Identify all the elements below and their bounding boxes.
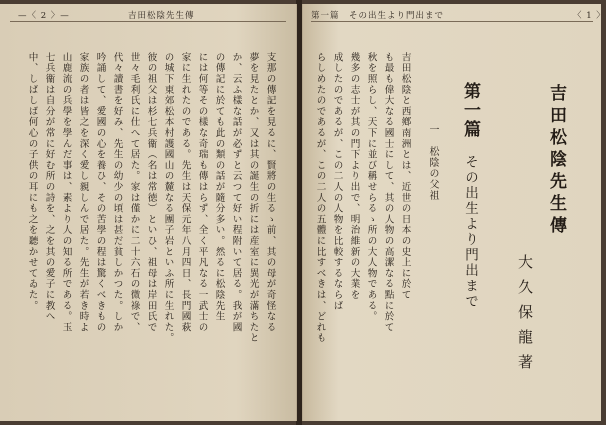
chapter-number: 第一篇 <box>460 82 480 139</box>
section-heading <box>427 124 437 224</box>
chapter-title: その出生より門出まで <box>462 154 478 310</box>
right-text-line: 成したのであるが、この二人の人物を比較するならば <box>331 52 343 312</box>
right-text-line: らしめたのであるが、この二人の五體に比すべきは、どれも <box>314 52 326 344</box>
book-title: 吉田松陰先生傳 <box>546 84 566 238</box>
right-text-line: 吉田松陰と西鄕南洲とは、近世の日本の史上に於て <box>399 52 411 301</box>
left-text-line: か、云ふ樣な話が必ずと云つて好い程附いて居る。我が國 <box>230 52 242 333</box>
left-page-number: —〈 2 〉— <box>18 11 70 21</box>
left-text-line: には何等その樣な奇瑞も傳はらず、全く平凡なる一武士の <box>196 52 208 333</box>
left-text-line: 山鹿流の兵學を學んだ事は、素より人の知る所である。玉 <box>60 52 72 333</box>
left-text-line: 彼の祖父は杉七兵衞（名は常徳）といひ、祖母は岸田氏で <box>145 52 157 333</box>
right-text-line: 秋を照らし、天下に並び稱せらるゝ所の大人物である。 <box>365 52 377 322</box>
left-text-line: 中、しばしば何心の子供の耳にも之を聽かせてゐた。 <box>26 52 38 312</box>
left-text-line: 支那の傳記を見るに、賢將の生るゝ前、其の母が奇怪なる <box>264 52 276 333</box>
right-header-rule <box>311 21 593 22</box>
left-page <box>0 4 297 421</box>
right-page <box>302 4 606 421</box>
left-text-line: の城下東郊松本村護國山の麓なる團子岩といふ所に生れた。 <box>162 52 174 344</box>
left-header-rule <box>10 21 286 22</box>
section-title: 松陰の父祖 <box>427 146 438 201</box>
left-text-line: の傳記に於ても此の類の話が隨分多い。然るに松陰先生 <box>213 52 225 322</box>
left-text-line: 家に生れたのである。先生は天保元年八月四日、長門國萩 <box>179 52 191 333</box>
right-text-line: 幾多の志士が其の門下より出で、明治維新の大業を <box>348 52 360 301</box>
left-text-line: 家族の者は皆之を深く愛し親しんで居た。先生が若き時よ <box>77 52 89 333</box>
left-text-line: 七兵衞は自分が常に好む所の詩を、之を其の愛子に教へ <box>43 52 55 322</box>
left-text-line: 世々毛利氏に仕へて居た。家は僅かに二十六石の微祿で、 <box>128 52 140 333</box>
right-text-line: も最も偉大なる國士にして、其の人物の高潔なる點に於て <box>382 52 394 333</box>
section-number: 一 <box>427 124 438 135</box>
left-text-line: 吟誦して、愛國の心を養ひ、その苦學の程は驚くべきもの <box>94 52 106 333</box>
right-page-number: 〈 1 〉 <box>573 11 606 21</box>
right-running-header: 第一篇 その出生より門出まで <box>311 11 445 21</box>
left-text-line: 夢を見たとか、又は其の誕生の折には産室に異光が滿ちたと <box>247 52 259 344</box>
left-text-line: 代々讀書を好み、先生の幼少の頃は甚だ貧しかつた。しか <box>111 52 123 333</box>
book-author: 大久保龍著 <box>516 254 534 379</box>
left-running-header: 吉田松陰先生傳 <box>128 11 195 21</box>
chapter-heading <box>460 82 480 310</box>
